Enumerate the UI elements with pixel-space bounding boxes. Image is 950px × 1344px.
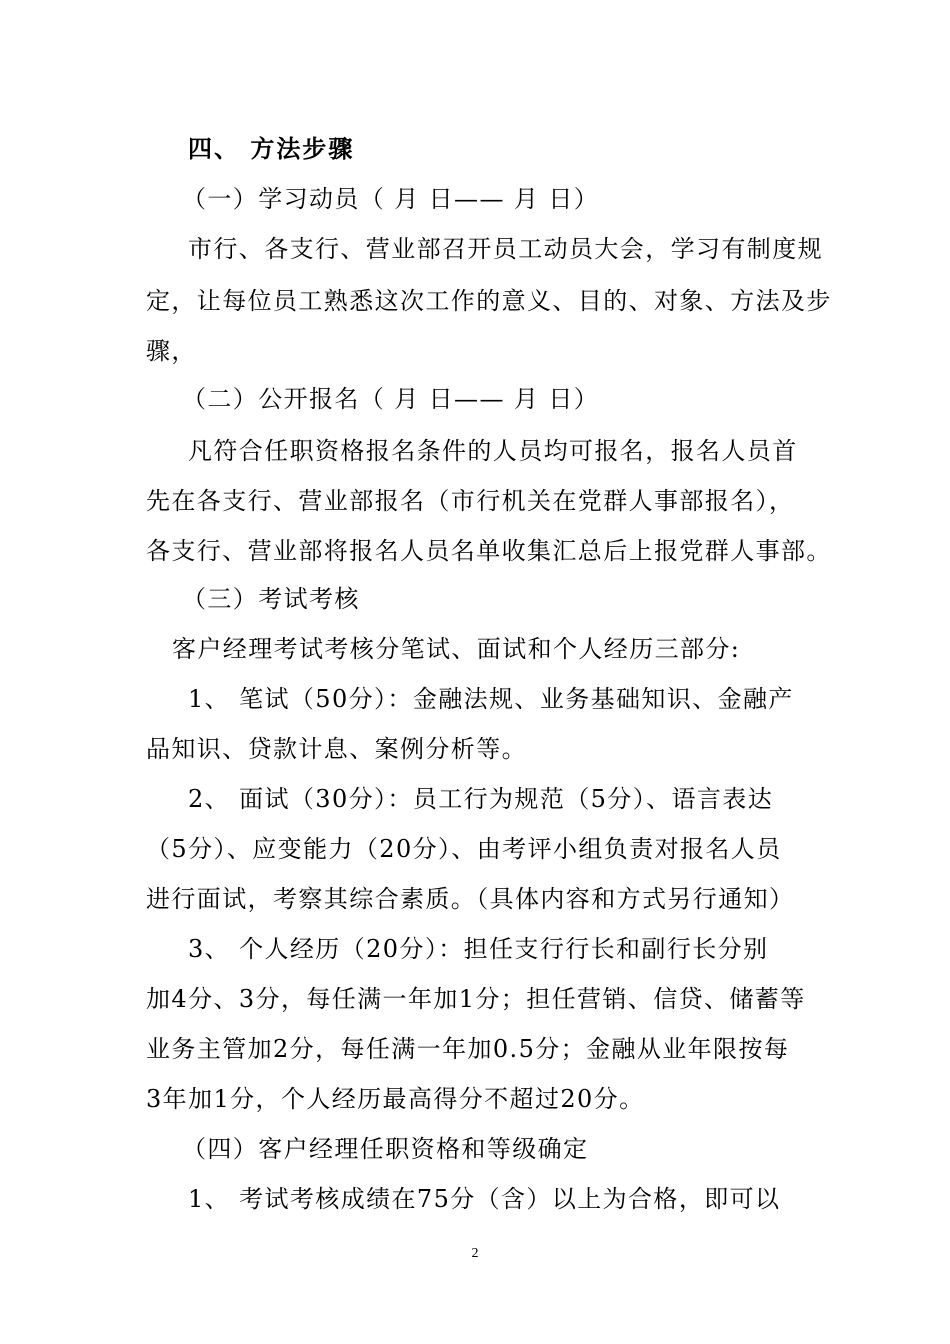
list-item-1: 1、 笔试（50分）：金融法规、业务基础知识、金融产 xyxy=(188,685,794,713)
list-item-4-1: 1、 考试考核成绩在75分（含）以上为合格，即可以 xyxy=(188,1185,781,1213)
paragraph-line: 各支行、营业部将报名人员名单收集汇总后上报党群人事部。 xyxy=(146,537,832,565)
paragraph-line: 品知识、贷款计息、案例分析等。 xyxy=(146,735,527,763)
paragraph-line: 先在各支行、营业部报名（市行机关在党群人事部报名）， xyxy=(146,487,795,515)
subsection-title-1: （一）学习动员（ 月 日—— 月 日） xyxy=(182,185,600,213)
section-heading: 四、 方法步骤 xyxy=(188,134,355,163)
paragraph-line: 骤， xyxy=(146,337,197,365)
list-item-2: 2、 面试（30分）：员工行为规范（5分）、语言表达 xyxy=(188,785,774,813)
paragraph-line: 凡符合任职资格报名条件的人员均可报名，报名人员首 xyxy=(188,437,798,465)
subsection-title-4: （四）客户经理任职资格和等级确定 xyxy=(182,1135,589,1163)
paragraph-line: 客户经理考试考核分笔试、面试和个人经历三部分: xyxy=(172,635,741,663)
paragraph-line: 加4分、3分，每任满一年加1分；担任营销、信贷、储蓄等 xyxy=(146,985,806,1013)
subsection-title-2: （二）公开报名（ 月 日—— 月 日） xyxy=(182,385,600,413)
paragraph-line: 市行、各支行、营业部召开员工动员大会，学习有制度规 xyxy=(188,235,823,263)
paragraph-line: 业务主管加2分，每任满一年加0.5分；金融从业年限按每 xyxy=(146,1035,790,1063)
page-number: 2 xyxy=(471,1246,479,1261)
paragraph-line: 3年加1分，个人经历最高得分不超过20分。 xyxy=(146,1085,645,1113)
paragraph-line: 定，让每位员工熟悉这次工作的意义、目的、对象、方法及步 xyxy=(146,287,832,315)
paragraph-line: 进行面试，考察其综合素质。（具体内容和方式另行通知） xyxy=(146,885,795,913)
paragraph-line: （5分）、应变能力（20分）、由考评小组负责对报名人员 xyxy=(146,835,782,863)
list-item-3: 3、 个人经历（20分）：担任支行行长和副行长分别 xyxy=(188,935,769,963)
subsection-title-3: （三）考试考核 xyxy=(182,585,360,613)
